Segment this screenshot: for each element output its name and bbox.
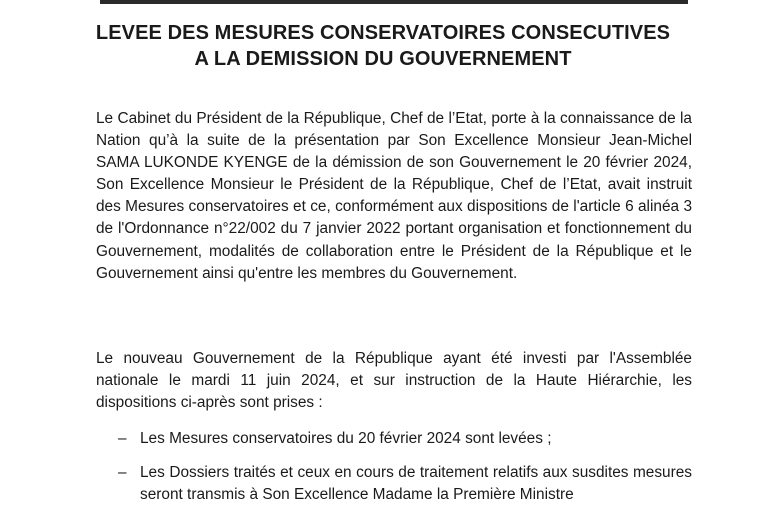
bullet-dash: – (118, 430, 127, 447)
dispositions-list (118, 428, 692, 518)
paragraph-intro: Le Cabinet du Président de la République, Chef de l’Etat, porte à la connaissance de la Nation qu’à la suite de la présentation par Son Excellence Monsieur Jean-Michel SAMA LUKONDE KYENGE de la démission de son Gouvernement le 20 février 2024, Son Excellence Monsieur le Président de la République, Chef de l’Etat, avait instruit des Mesures conservatoires et ce, conformément aux dispositions de l'article 6 alinéa 3 de l'Ordonnance n°22/002 du 7 janvier 2022 portant organisation et fonctionnement du Gouvernement, modalités de collaboration entre le Président de la République et le Gouvernement ainsi qu'entre les membres du Gouvernement. (96, 110, 692, 282)
document-title-line-2: A LA DEMISSION DU GOUVERNEMENT (194, 48, 572, 70)
bullet-dash: – (118, 464, 127, 482)
list-item (118, 428, 692, 450)
paragraph-dispositions: Le nouveau Gouvernement de la République ayant été investi par l'Assemblée nationale le mardi 11 juin 2024, et sur instruction de la Haute Hiérarchie, les dispositions ci-après sont prises : (96, 350, 692, 412)
document-title-line-1: LEVEE DES MESURES CONSERVATOIRES CONSECUTIVES (95, 22, 671, 44)
list-item-text: Les Mesures conservatoires du 20 février 2024 sont levées ; (140, 430, 552, 447)
header-rule (100, 0, 688, 4)
list-item-text: Les Dossiers traités et ceux en cours de traitement relatifs aux susdites mesures seront transmis à Son Excellence Madame la Première Ministre (140, 464, 692, 504)
